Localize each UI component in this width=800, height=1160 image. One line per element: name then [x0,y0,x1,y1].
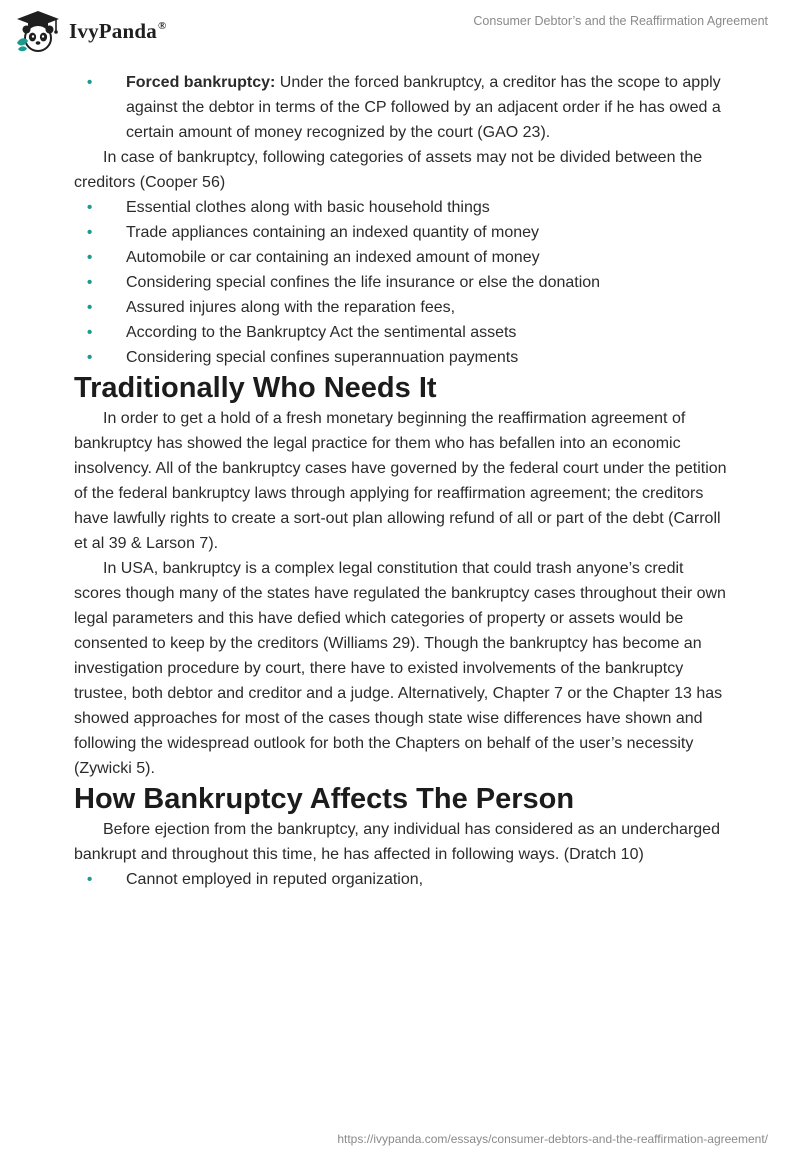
paragraph-before-ejection: Before ejection from the bankruptcy, any individual has considered as an undercharged bankrupt and throughout this time, he has affected in following ways. (Dratch 10) [74,821,720,863]
list-item-text: Considering special confines the life insurance or else the donation [126,274,601,291]
bullet-icon: • [87,249,93,266]
list-item-text: Assured injures along with the reparation fees, [126,299,456,316]
bullet-icon: • [87,324,93,341]
bullet-icon: • [87,224,93,241]
brand-name: IvyPanda® [69,18,167,43]
list-item-text: Trade appliances containing an indexed quantity of money [126,224,540,241]
panda-graduation-icon [14,9,62,53]
list-item [74,270,734,295]
list-item-text: Essential clothes along with basic household things [126,199,490,216]
bullet-icon: • [87,299,93,316]
paragraph-assets-intro: In case of bankruptcy, following categories of assets may not be divided between the creditors (Cooper 56) [74,149,703,191]
list-item-text: According to the Bankruptcy Act the sentimental assets [126,324,517,341]
list-item-text: Under the forced bankruptcy, a creditor has the scope to apply against the debtor in terms of the CP followed by an adjacent order if he has owed a certain amount of money recognized by the court (GAO 23). [126,74,721,141]
bullet-icon: • [87,349,93,366]
list-item [74,195,734,220]
section-heading-who-needs-it: Traditionally Who Needs It [74,372,437,404]
list-item-text: Automobile or car containing an indexed amount of money [126,249,540,266]
ivypanda-logo[interactable] [14,9,166,53]
essay-body [74,70,734,892]
list-item [74,245,734,270]
bullet-icon: • [87,74,93,91]
paragraph-reaffirmation: In order to get a hold of a fresh monetary beginning the reaffirmation agreement of bankruptcy has showed the legal practice for them who has befallen into an economic insolvency. All of the bankruptcy cases have governed by the federal court under the petition of the federal bankruptcy laws through applying for reaffirmation agreement; the creditors have lawfully rights to create a sort-out plan allowing refund of all or part of the debt (Carroll et al 39 & Larson 7). [74,410,727,552]
list-item-text: Cannot employed in reputed organization, [126,871,424,888]
list-item [74,295,734,320]
list-item [74,345,734,370]
bullet-icon: • [87,199,93,216]
list-item-term: Forced bankruptcy: [126,74,276,91]
document-title: Consumer Debtor’s and the Reaffirmation Agreement [473,14,768,28]
source-url-link[interactable]: https://ivypanda.com/essays/consumer-debtors-and-the-reaffirmation-agreement/ [337,1132,768,1146]
page-header [0,0,800,60]
list-item [74,70,734,145]
list-item [74,867,734,892]
section-heading-affects-person: How Bankruptcy Affects The Person [74,783,575,815]
bullet-icon: • [87,871,93,888]
list-item [74,320,734,345]
bullet-icon: • [87,274,93,291]
list-item-text: Considering special confines superannuation payments [126,349,519,366]
effects-list [74,867,734,892]
paragraph-usa-bankruptcy: In USA, bankruptcy is a complex legal constitution that could trash anyone’s credit scores though many of the states have regulated the bankruptcy cases throughout their own legal parameters and this have defied which categories of property or assets would be consented to keep by the creditors (Williams 29). Though the bankruptcy has become an investigation procedure by court, there have to existed involvements of the bankruptcy trustee, both debtor and creditor and a judge. Alternatively, Chapter 7 or the Chapter 13 has showed approaches for most of the cases though state wise differences have shown and following the widespread outlook for both the Chapters on behalf of the user’s necessity (Zywicki 5). [74,560,726,777]
bankruptcy-types-list [74,70,734,145]
list-item [74,220,734,245]
protected-assets-list [74,195,734,370]
